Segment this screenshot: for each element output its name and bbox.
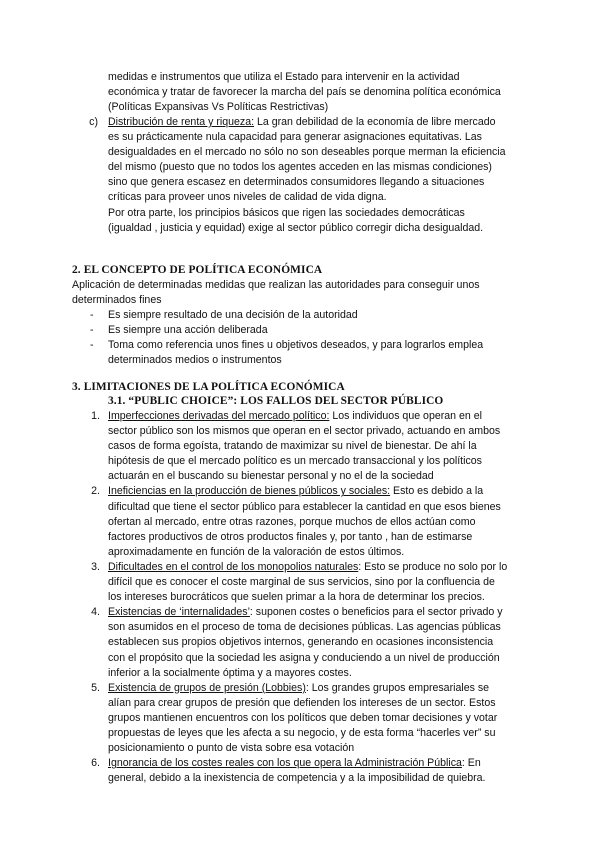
list-item-4	[91, 605, 588, 680]
bullet-marker: -	[90, 339, 94, 352]
text-line: sino que genera escasez en determinados consumidores llegando a situaciones	[108, 176, 485, 189]
text-line: determinados medios o instrumentos	[108, 354, 282, 367]
bullet-item	[90, 323, 588, 338]
list-marker: 5.	[91, 681, 100, 694]
text-line	[108, 115, 588, 130]
section-2	[72, 263, 582, 308]
text-line: Aplicación de determinadas medidas que realizan las autoridades para conseguir unos	[72, 279, 480, 292]
item-text: Esto es debido a la	[390, 485, 484, 498]
section-heading: 3. LIMITACIONES DE LA POLÍTICA ECONÓMICA	[72, 381, 345, 393]
text-line	[108, 484, 588, 499]
section-2-bullets	[90, 308, 588, 368]
text-line: Por otra parte, los principios básicos que rigen las sociedades democráticas	[108, 206, 465, 219]
item-text: : suponen costes o beneficios para el sector privado y	[249, 606, 503, 619]
item-title: Distribución de renta y riqueza:	[108, 116, 255, 128]
list-marker: 3.	[91, 560, 100, 573]
list-item-6	[91, 756, 588, 786]
list-item-5	[91, 681, 588, 756]
section-3-subheading-block	[108, 394, 588, 409]
section-subheading: 3.1. “PUBLIC CHOICE”: LOS FALLOS DEL SECTOR PÚBLICO	[108, 395, 444, 407]
item-text: : En	[461, 757, 481, 770]
section-heading: 2. EL CONCEPTO DE POLÍTICA ECONÓMICA	[72, 264, 323, 276]
list-marker: c)	[89, 116, 98, 128]
text-line: desigualdades en el mercado no sólo no son deseables porque merman la eficiencia	[108, 146, 506, 159]
text-line: propuestas de leyes que les afecta a su negocio, y de esta forma “hacerles ver” su	[108, 726, 496, 739]
text-line: aproximadamente en función de la valoración de estos últimos.	[108, 545, 405, 558]
bullet-item	[90, 338, 588, 368]
item-title: Existencia de grupos de presión (Lobbies)	[108, 681, 306, 694]
bullet-marker: -	[90, 309, 94, 321]
item-text: : Esto se produce no solo por lo	[358, 560, 508, 573]
text-line: con el propósito que la sociedad les asigna y conduciendo a un nivel de producción	[108, 651, 500, 664]
text-line: Toma como referencia unos fines u objetivos deseados, y para lograrlos emplea	[108, 339, 484, 352]
list-marker: 1.	[91, 410, 100, 422]
text-line: inferior a la socialmente óptima y a mayores costes.	[108, 666, 352, 679]
text-line: grupos mantienen encuentros con los políticos que deben tomar decisiones y votar	[108, 711, 498, 724]
text-line: Es siempre una acción deliberada	[108, 324, 268, 337]
text-line	[108, 605, 588, 620]
text-line: ofertan al mercado, entre otras razones, porque muchos de ellos actúan como	[108, 515, 476, 528]
text-line: (igualdad , justicia y equidad) exige al sector público corregir dicha desigualdad.	[108, 221, 484, 234]
list-item-2	[91, 484, 588, 559]
item-title: Ignorancia de los costes reales con los que opera la Administración Pública	[108, 757, 462, 770]
bullet-item	[90, 308, 588, 323]
text-line: Es siempre resultado de una decisión de la autoridad	[108, 309, 358, 321]
text-line: difícil que es conocer el coste marginal de sus servicios, sino por la confluencia de	[108, 576, 495, 589]
text-line: hipótesis de que el mercado político es un mercado transaccional y los políticos	[108, 455, 482, 468]
list-item-3	[91, 560, 588, 605]
text-line: (Políticas Expansivas Vs Políticas Restrictivas)	[108, 101, 329, 114]
text-line: general, debido a la inexistencia de competencia y a la imposibilidad de quiebra.	[108, 772, 486, 785]
text-line	[108, 409, 588, 424]
text-line: es su prácticamente nula capacidad para generar asignaciones equitativas. Las	[108, 131, 482, 144]
item-text: La gran debilidad de la economía de libre mercado	[254, 116, 496, 128]
text-line	[108, 756, 588, 771]
text-line: del mismo (puesto que no todos los agentes acceden en las mismas condiciones)	[108, 161, 492, 174]
text-line: medidas e instrumentos que utiliza el Estado para intervenir en la actividad	[108, 71, 460, 83]
item-text: : Los grandes grupos empresariales se	[305, 681, 490, 694]
text-line: sector público son los mismos que operan en el sector privado, actuando en ambos	[108, 425, 501, 438]
text-line: críticas para proveer unos niveles de calidad de vida digna.	[108, 191, 387, 204]
list-marker: 4.	[91, 606, 100, 619]
text-line: los intereses burocráticos que suelen primar a la hora de determinar los precios.	[108, 591, 485, 604]
text-line: alían para crear grupos de presión que defienden los intereses de un sector. Estos	[108, 696, 496, 709]
text-line: económica y tratar de favorecer la marcha del país se denomina política económica	[108, 86, 501, 99]
section-3	[72, 380, 582, 395]
text-line: determinados fines	[72, 294, 162, 307]
list-marker: 6.	[91, 757, 100, 770]
list-item-1	[91, 409, 588, 484]
intro-continuation	[108, 70, 578, 115]
item-text: Los individuos que operan en el	[329, 410, 482, 422]
item-title: Dificultades en el control de los monopolios naturales	[108, 560, 359, 573]
bullet-marker: -	[90, 324, 94, 337]
section-3-list	[91, 409, 588, 786]
text-line: establecen sus propios objetivos internos, generando en ocasiones inconsistencia	[108, 636, 494, 649]
text-line	[108, 681, 588, 696]
list-marker: 2.	[91, 485, 100, 498]
text-line	[108, 560, 588, 575]
text-line: dificultad que tiene el sector público para establecer la cantidad en que esos bienes	[108, 500, 501, 513]
item-title: Existencias de ‘internalidades’	[108, 606, 250, 619]
item-title: Ineficiencias en la producción de bienes públicos y sociales:	[108, 485, 391, 498]
text-line: factores productivos de otros productos finales y, por tanto , han de estimarse	[108, 530, 473, 543]
text-line: actuarán en el buscando su bienestar personal y no el de la sociedad	[108, 470, 434, 483]
list-item-c	[89, 115, 588, 236]
item-title: Imperfecciones derivadas del mercado político:	[108, 410, 330, 422]
text-line: son asumidos en el proceso de toma de decisiones públicas. Las agencias públicas	[108, 621, 501, 634]
text-line: casos de forma egoísta, tratando de maximizar su nivel de bienestar. De ahí la	[108, 440, 477, 453]
text-line: posicionamiento o punto de vista sobre esa votación	[108, 742, 355, 755]
